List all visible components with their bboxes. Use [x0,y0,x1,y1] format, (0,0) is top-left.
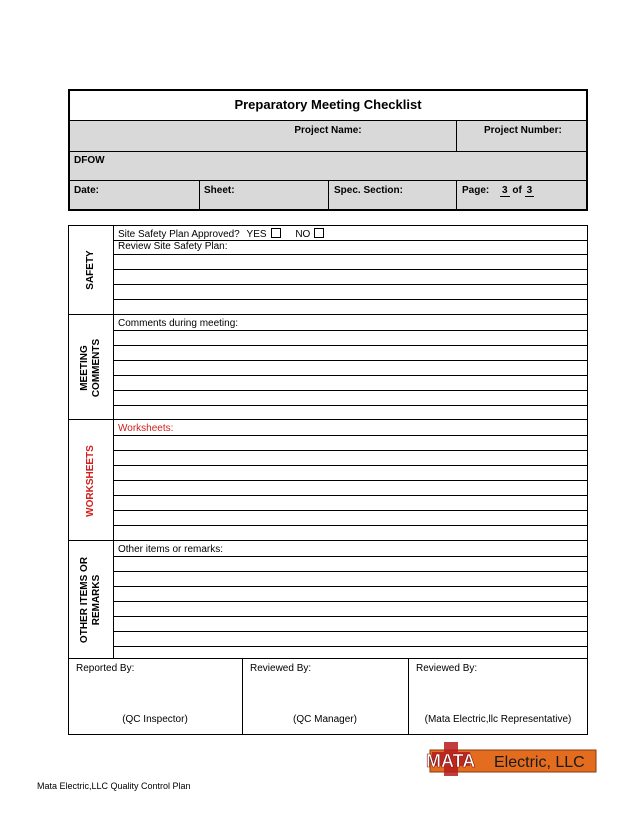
safety-side-cell [68,225,114,314]
mata-electric-logo [420,740,600,778]
project-name-label: Project Name: [294,125,362,136]
meeting-prompt: Comments during meeting: [118,318,239,329]
reported-by-label: Reported By: [76,663,135,674]
document-footer: Mata Electric,LLC Quality Control Plan [37,781,191,791]
logo-word-1: MATA [426,751,476,771]
safety-approved-question: Site Safety Plan Approved? [118,229,240,240]
reported-by-cell[interactable] [68,659,243,735]
page-title: Preparatory Meeting Checklist [234,97,422,112]
write-line[interactable] [113,510,588,511]
worksheets-side-cell [68,420,114,541]
write-line[interactable] [113,556,588,557]
project-row [70,120,586,152]
write-line[interactable] [113,586,588,587]
write-line[interactable] [113,480,588,481]
meeting-side-label-1: MEETING [78,344,90,391]
write-line[interactable] [113,616,588,617]
no-checkbox[interactable] [314,228,324,238]
reviewed-by-label-2: Reviewed By: [416,663,478,674]
reviewed-by-qc-cell[interactable] [242,659,409,735]
date-label: Date: [74,185,100,196]
worksheets-section [68,419,588,541]
signoff-row [68,658,588,735]
safety-section [68,225,588,314]
reviewed-by-mata-cell[interactable] [408,659,588,735]
meeting-side-label [79,338,103,396]
dfow-label: DFOW [74,155,105,166]
write-line[interactable] [113,330,588,331]
project-number-label: Project Number: [484,125,562,136]
write-line[interactable] [113,360,588,361]
page-indicator [462,185,534,197]
yes-checkbox[interactable] [271,228,281,238]
write-line[interactable] [113,631,588,632]
yes-label: YES [246,229,267,240]
write-line[interactable] [113,299,588,300]
checklist-header [68,89,588,211]
sheet-label: Sheet: [204,185,235,196]
meeting-side-label-2: COMMENTS [90,338,102,397]
write-line[interactable] [113,284,588,285]
other-side-label [79,557,103,643]
date-row [70,180,586,211]
write-line[interactable] [113,345,588,346]
reviewed-by-role-2: (Mata Electric,llc Representative) [424,714,572,725]
write-line[interactable] [113,465,588,466]
meeting-side-cell [68,315,114,420]
logo-word-2: Electric, LLC [494,754,585,771]
other-side-label-1: OTHER ITEMS OR [78,556,90,644]
write-line[interactable] [113,646,588,647]
reviewed-by-label-1: Reviewed By: [250,663,312,674]
page-of: of [512,185,522,196]
meeting-section [68,314,588,420]
dfow-row [70,151,586,181]
worksheets-prompt: Worksheets: [118,423,174,434]
no-label: NO [295,229,311,240]
safety-side-label: SAFETY [84,249,96,290]
other-prompt: Other items or remarks: [118,544,224,555]
write-line[interactable] [113,269,588,270]
safety-approved-row [118,228,324,240]
write-line[interactable] [113,495,588,496]
page-label: Page: [462,185,490,196]
reported-by-role: (QC Inspector) [122,714,188,725]
worksheets-side-label: WORKSHEETS [84,444,96,517]
write-line[interactable] [113,525,588,526]
write-line[interactable] [113,450,588,451]
spec-section-label: Spec. Section: [334,185,403,196]
write-line[interactable] [113,601,588,602]
logo-graphic [420,740,600,778]
write-line[interactable] [113,254,588,255]
write-line[interactable] [113,375,588,376]
write-line[interactable] [113,571,588,572]
reviewed-by-role-1: (QC Manager) [293,714,357,725]
page-total: 3 [526,185,533,196]
write-line[interactable] [113,390,588,391]
review-safety-plan-label: Review Site Safety Plan: [118,241,228,252]
write-line[interactable] [113,435,588,436]
other-section [68,540,588,659]
write-line[interactable] [113,405,588,406]
other-side-label-2: REMARKS [90,574,102,626]
other-side-cell [68,541,114,659]
page-current: 3 [502,185,508,196]
title-row [70,91,586,121]
